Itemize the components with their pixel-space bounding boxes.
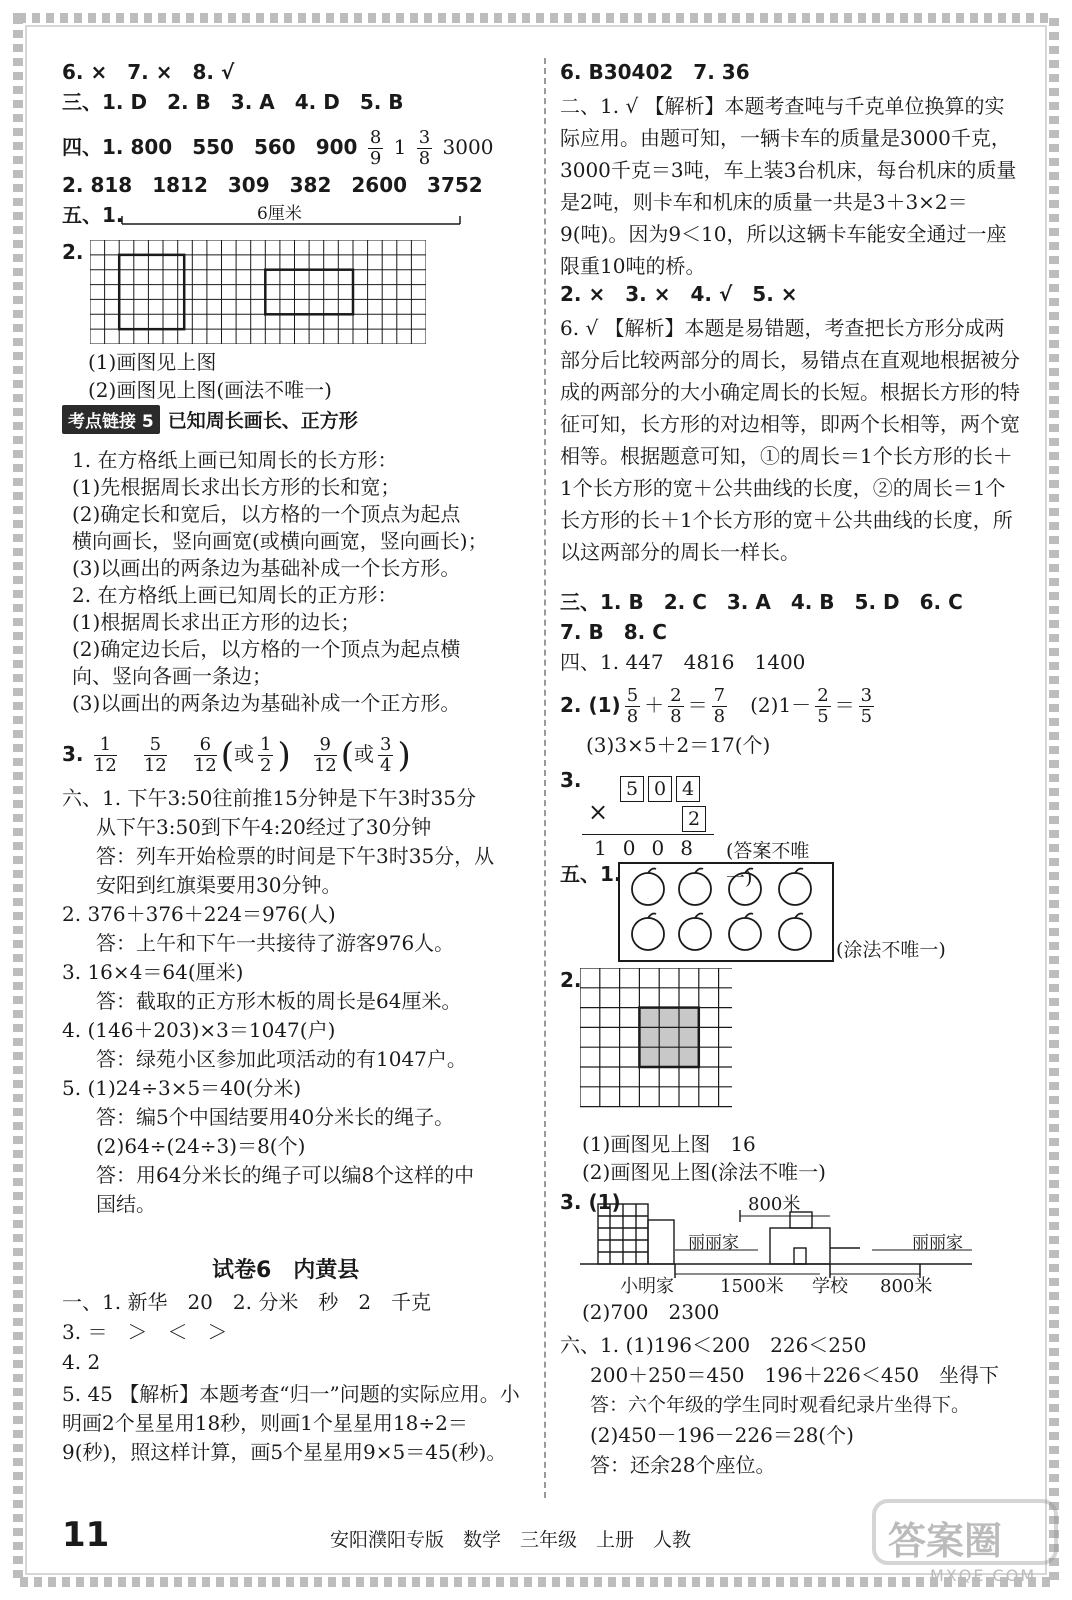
road-map: 800米 丽丽家 丽丽家 小明家 1500米 学校 800米: [580, 1192, 1000, 1296]
answer-line: 3. ＝ ＞ ＜ ＞: [62, 1320, 228, 1344]
method-line: (2)确定长和宽后，以方格的一个顶点为起点: [72, 502, 461, 526]
answer-line: 五、1.: [62, 203, 124, 227]
answer-line: 4. (146＋203)×3＝1047(户): [62, 1018, 336, 1042]
method-line: (1)先根据周长求出长方形的长和宽；: [72, 475, 401, 499]
answer-line: (3)3×5＋2＝17(个): [586, 733, 771, 757]
method-line: (3)以画出的两条边为基础补成一个正方形。: [72, 691, 461, 715]
method-line: 2. 在方格纸上画已知周长的正方形：: [72, 583, 398, 607]
answer-line: 2. 818 1812 309 382 2600 3752: [62, 173, 483, 197]
answer-line: (2)画图见上图(画法不唯一): [88, 378, 332, 402]
answer-line: 三、1. B 2. C 3. A 4. B 5. D 6. C: [560, 590, 963, 614]
answer-paragraph: 5. 45 【解析】本题考查“归一”问题的实际应用。小明画2个星星用18秒，则画1个星星用18÷2＝9(秒)，照这样计算，画5个星星用9×5＝45(秒)。: [62, 1382, 520, 1464]
answer-line: (1)画图见上图 16: [582, 1132, 756, 1156]
answer-line: 答：列车开始检票的时间是下午3时35分，从: [96, 844, 495, 868]
answer-line: 答：还余28个座位。: [590, 1453, 776, 1477]
answer-line: 从下午3:50到下午4:20经过了30分钟: [96, 815, 432, 839]
answer-line: 答：六个年级的学生同时观看纪录片坐得下。: [590, 1394, 971, 1416]
answer-line: (2)画图见上图(涂法不唯一): [582, 1160, 826, 1184]
method-line: (3)以画出的两条边为基础补成一个长方形。: [72, 556, 461, 580]
fraction: $\frac{8}{9}$: [369, 127, 382, 169]
method-line: (1)根据周长求出正方形的边长；: [72, 610, 361, 634]
answer-paragraph: 二、1. √ 【解析】本题考查吨与千克单位换算的实际应用。由题可知，一辆卡车的质量是3000千克，3000千克＝3吨，车上装3台机床，每台机床的质量是2吨，则卡车和机床的质量一共是3＋3×2＝9(吨)。因为9＜10，所以这辆卡车能安全通过一座限重10吨的桥。: [560, 94, 1017, 278]
answer-line: 答：截取的正方形木板的周长是64厘米。: [96, 989, 462, 1013]
grid-drawing-rectangles: [90, 240, 426, 344]
fraction-equations: 2. (1) $\frac{5}{8}$ ＋ $\frac{2}{8}$ ＝ $\frac{7}{8}$ (2)1－ $\frac{2}{5}$ ＝ $\frac{3}{5}$: [560, 685, 873, 727]
answer-line: 5. (1)24÷3×5＝40(分米): [62, 1076, 302, 1100]
ruler-label: 6厘米: [257, 204, 302, 224]
answer-line: 4. 2: [62, 1350, 101, 1374]
answer-line: (2)450－196－226＝28(个): [590, 1423, 854, 1447]
answer-line: 答：绿苑小区参加此项活动的有1047户。: [96, 1047, 467, 1071]
answer-line: 答：用64分米长的绳子可以编8个这样的中: [96, 1163, 475, 1187]
answer-line: 答：编5个中国结要用40分米长的绳子。: [96, 1105, 455, 1129]
answer-line: 3.: [560, 768, 582, 792]
answer-line: 五、1.: [560, 862, 622, 886]
answer-line: 6. × 7. × 8. √: [62, 60, 235, 84]
answer-note: (涂法不唯一): [836, 939, 946, 961]
answer-line: 6. B30402 7. 36: [560, 60, 750, 84]
page-number: 11: [62, 1515, 110, 1555]
multiplication-puzzle: 5 0 4 × 2 1008 (答案不唯一): [560, 776, 820, 866]
answer-line-fractions: 四、1. 800 550 560 900 $\frac{8}{9}$ 1 $\frac{3}{8}$ 3000: [62, 127, 494, 169]
answer-line: 三、1. D 2. B 3. A 4. D 5. B: [62, 90, 404, 114]
watermark-sub: MXQE.COM: [930, 1566, 1037, 1585]
answer-line: 2.: [62, 240, 84, 264]
answer-line: 答：上午和下午一共接待了游客976人。: [96, 931, 455, 955]
apple-icon: [620, 864, 832, 960]
answer-paragraph: 6. √ 【解析】本题是易错题，考查把长方形分成两部分后比较两部分的周长，易错点在直观地根据被分成的两部分的大小确定周长的长短。根据长方形的特征可知，长方形的对边相等，即两个长相等，两个宽相等。根据题意可知，①的周长＝1个长方形的长＋1个长方形的宽＋公共曲线的长度，②的周长＝1个长方形的长＋1个长方形的宽＋公共曲线的长度，所以这两部分的周长一样长。: [560, 316, 1020, 564]
method-line: 横向画长，竖向画宽(或横向画宽，竖向画长)；: [72, 529, 488, 553]
column-divider: [544, 58, 546, 1498]
answer-line: 安阳到红旗渠要用30分钟。: [96, 873, 342, 897]
answer-line: 国结。: [96, 1192, 156, 1216]
grid-shaded-square: [580, 968, 732, 1120]
watermark-text: 答案圈: [888, 1519, 1003, 1563]
answer-line: (2)700 2300: [582, 1300, 720, 1324]
answer-line: 六、1. (1)196＜200 226＜250: [560, 1333, 867, 1357]
fraction: $\frac{3}{8}$: [418, 127, 431, 169]
method-line: (2)确定边长后，以方格的一个顶点为起点横: [72, 637, 461, 661]
paper6-title: 试卷6 内黄县: [212, 1258, 360, 1283]
fraction-answers: 3. $\frac{1}{12}$ $\frac{5}{12}$ $\frac{6}{12}$ (或 $\frac{1}{2}$ ) $\frac{9}{12}$ (或 $\frac{3}{4}$ ): [62, 734, 411, 776]
answer-line: 7. B 8. C: [560, 620, 667, 644]
method-line: 向、竖向各画一条边；: [72, 664, 272, 688]
answer-line: 2. × 3. × 4. √ 5. ×: [560, 282, 798, 306]
answer-line: 一、1. 新华 20 2. 分米 秒 2 千克: [62, 1290, 432, 1314]
footer-info: 安阳濮阳专版 数学 三年级 上册 人教: [330, 1529, 692, 1551]
method-line: 1. 在方格纸上画已知周长的长方形：: [72, 448, 398, 472]
answer-line: 200＋250＝450 196＋226＜450 坐得下: [590, 1363, 1000, 1387]
answer-line: (1)画图见上图: [88, 350, 217, 374]
knowledge-tag: 考点链接 5 已知周长画长、正方形: [62, 405, 358, 433]
answer-line: 3. (1): [560, 1190, 621, 1214]
answer-line: 2.: [560, 968, 582, 992]
apple-box: [618, 862, 834, 962]
answer-line: 3. 16×4＝64(厘米): [62, 960, 244, 984]
answer-line: (2)64÷(24÷3)＝8(个): [96, 1134, 306, 1158]
answer-line: 四、1. 447 4816 1400: [560, 650, 806, 674]
answer-line: 六、1. 下午3:50往前推15分钟是下午3时35分: [62, 786, 476, 810]
answer-line: 2. 376＋376＋224＝976(人): [62, 902, 336, 926]
